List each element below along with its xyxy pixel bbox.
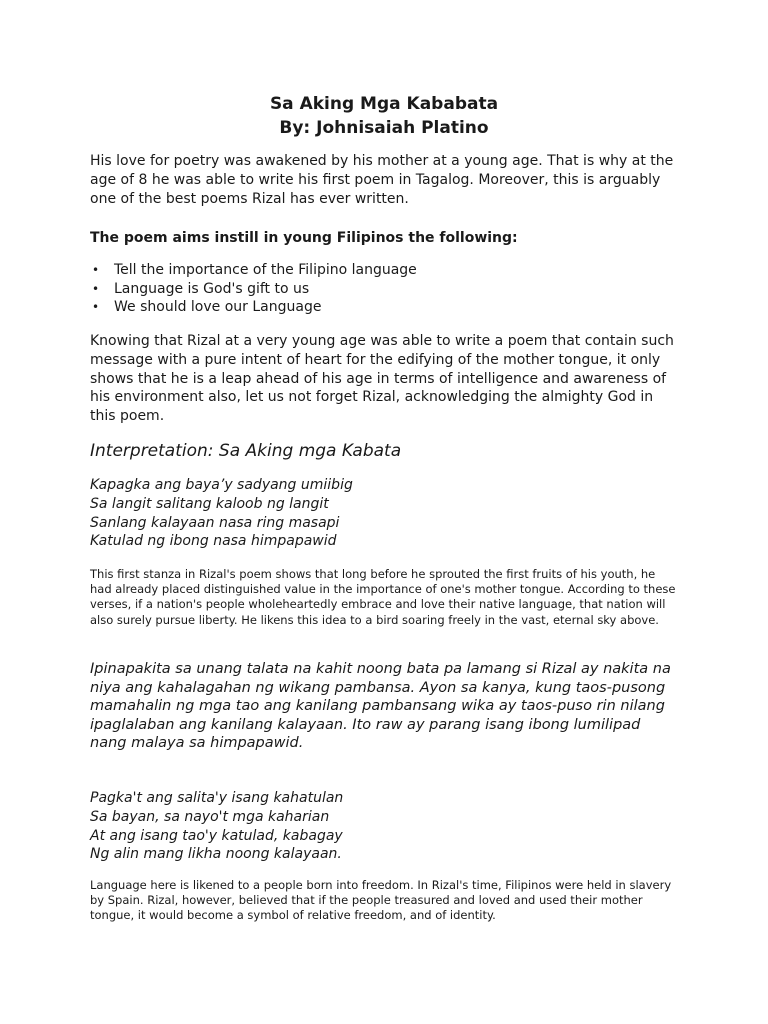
document-title: Sa Aking Mga Kababata (269, 94, 499, 114)
list-item-text: We should love our Language (114, 299, 322, 316)
stanza-2 (90, 789, 680, 864)
stanza-2-explanation: Language here is likened to a people born into freedom. In Rizal's time, Filipinos were held in slavery by Spain. Rizal, however, believed that if the people treasured and loved and used their mother tongue, it would become a symbol of relative freedom, and of identity. (90, 878, 672, 923)
document-author: By: Johnisaiah Platino (279, 118, 489, 138)
intro-paragraph: His love for poetry was awakened by his mother at a young age. That is why at the age of 8 he was able to write his first poem in Tagalog. Moreover, this is arguably one of the best poems Rizal has ever written. (90, 153, 674, 207)
list-item (92, 280, 680, 299)
stanza-line: Sa langit salitang kaloob ng langit (90, 495, 329, 512)
stanza-1-explanation: This first stanza in Rizal's poem shows that long before he sprouted the first fruits of his youth, he had already placed distinguished value in the importance of one's mother tongue. According to these verses, if a nation's people wholeheartedly embrace and love their native language, that nation will also surely pursue liberty. He likens this idea to a bird soaring freely in the vast, eternal sky above. (90, 567, 676, 627)
aims-list-section (90, 261, 680, 317)
interpretation-section (90, 440, 680, 462)
aims-section (90, 229, 680, 247)
bullet-icon: • (92, 300, 100, 315)
stanza-line: Kapagka ang baya’y sadyang umiibig (90, 477, 353, 493)
title-block (0, 92, 768, 140)
stanza-1-explanation-section (90, 567, 680, 628)
stanza-line: Sanlang kalayaan nasa ring masapi (90, 514, 340, 531)
stanza-line: Ng alin mang likha noong kalayaan. (90, 846, 342, 863)
stanza-line: Sa bayan, sa nayo't mga kaharian (90, 808, 330, 825)
stanza-2-explanation-section (90, 878, 680, 924)
stanza-line: At ang isang tao'y katulad, kabagay (90, 827, 343, 844)
stanza-line: Pagka't ang salita'y isang kahatulan (90, 790, 344, 806)
stanza-1-translation-section (90, 660, 680, 753)
intro-section (90, 152, 680, 208)
stanza-1-translation: Ipinapakita sa unang talata na kahit noong bata pa lamang si Rizal ay nakita na niya ang kahalagahan ng wikang pambansa. Ayon sa kanya, kung taos-pusong mamahalin ng mga tao ang kanilang pambansang wika ay taos-puso rin nilang ipaglalaban ang kanilang kalayaan. Ito raw ay parang isang ibong lumilipad nang malaya sa himpapawid. (90, 661, 671, 752)
list-item-text: Language is God's gift to us (114, 280, 310, 297)
bullet-icon: • (92, 263, 100, 277)
bullet-icon: • (92, 281, 100, 296)
aims-heading: The poem aims instill in young Filipinos the following: (90, 230, 518, 246)
list-item-text: Tell the importance of the Filipino language (114, 262, 417, 278)
aims-list (90, 261, 680, 317)
interpretation-heading: Interpretation: Sa Aking mga Kabata (90, 441, 402, 461)
reflection-paragraph: Knowing that Rizal at a very young age was able to write a poem that contain such message with a pure intent of heart for the edifying of the mother tongue, it only shows that he is a leap ahead of his age in terms of intelligence and awareness of his environment also, let us not forget Rizal, acknowledging the almighty God in this poem. (90, 333, 674, 425)
reflection-section (90, 332, 680, 426)
stanza-1 (90, 476, 680, 551)
list-item (92, 261, 680, 280)
stanza-line: Katulad ng ibong nasa himpapawid (90, 533, 337, 550)
list-item (92, 298, 680, 317)
